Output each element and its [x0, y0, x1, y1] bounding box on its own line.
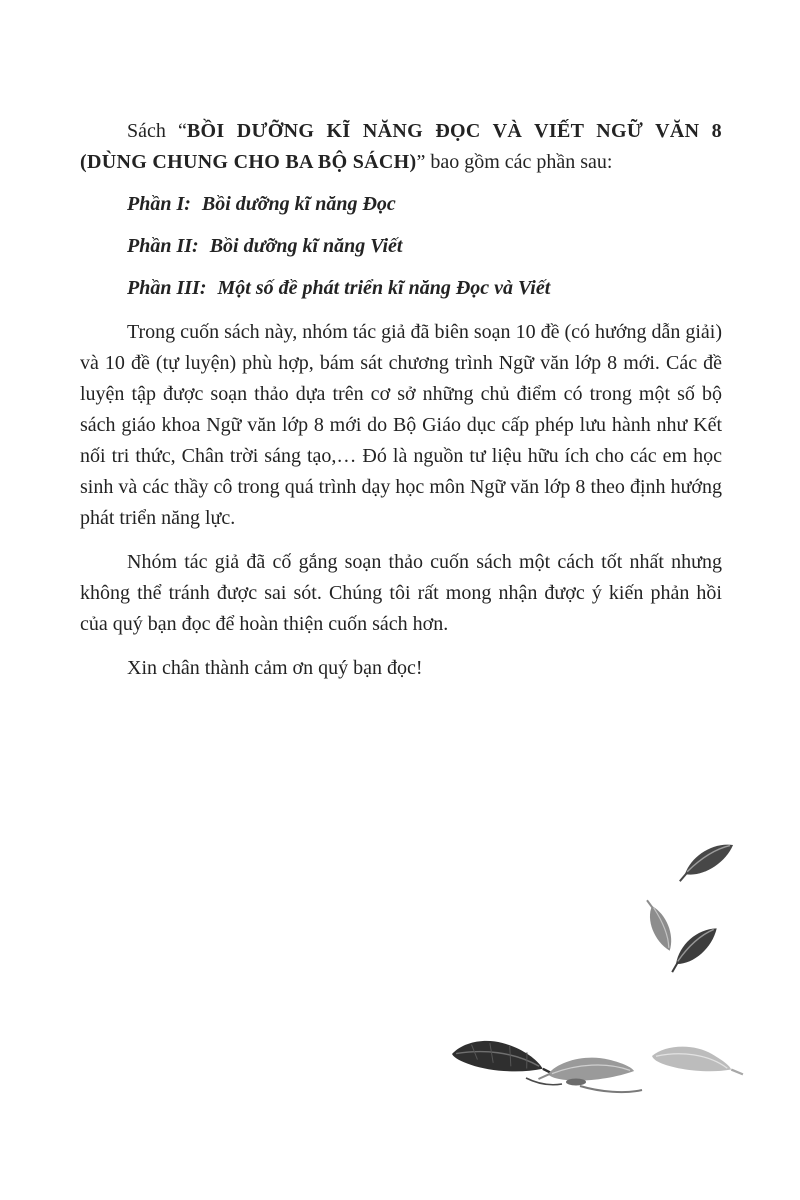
leaves-illustration — [430, 842, 760, 1102]
part-text: Bồi dưỡng kĩ năng Viết — [209, 235, 403, 257]
closing-line: Xin chân thành cảm ơn quý bạn đọc! — [127, 657, 423, 679]
leaves-decoration — [430, 842, 760, 1102]
part-text: Bồi dưỡng kĩ năng Đọc — [201, 193, 396, 215]
leaf-icon — [537, 1053, 635, 1086]
intro-paragraph — [80, 116, 722, 178]
leaf-icon — [673, 842, 738, 884]
page-content — [80, 116, 722, 684]
part-line-3 — [80, 273, 722, 304]
leaf-icon — [663, 922, 723, 975]
part-label: Phần III: — [127, 277, 207, 299]
part-line-1 — [80, 189, 722, 220]
leaf-icon — [451, 1036, 558, 1079]
leaf-icon — [643, 896, 676, 953]
intro-suffix: ” bao gồm các phần sau: — [416, 151, 613, 173]
book-title: BỒI DƯỠNG KĨ NĂNG ĐỌC VÀ VIẾT NGỮ VĂN 8 (DÙNG CHUNG CHO BA BỘ SÁCH) — [80, 120, 722, 173]
part-text: Một số đề phát triển kĩ năng Đọc và Viết — [217, 277, 551, 299]
part-line-2 — [80, 231, 722, 262]
body-paragraph-2: Nhóm tác giả đã cố gắng soạn thảo cuốn sách một cách tốt nhất nhưng không thể tránh được sai sót. Chúng tôi rất mong nhận được ý kiến phản hồi của quý bạn đọc để hoàn thiện cuốn sách hơn. — [80, 551, 722, 635]
leaf-icon — [651, 1044, 744, 1074]
twig-icon — [526, 1078, 642, 1092]
part-label: Phần II: — [127, 235, 199, 257]
body-paragraph-1: Trong cuốn sách này, nhóm tác giả đã biên soạn 10 đề (có hướng dẫn giải) và 10 đề (tự luyện) phù hợp, bám sát chương trình Ngữ văn lớp 8 mới. Các đề luyện tập được soạn thảo dựa trên cơ sở những chủ điểm có trong một số bộ sách giáo khoa Ngữ văn lớp 8 mới do Bộ Giáo dục cấp phép lưu hành như Kết nối tri thức, Chân trời sáng tạo,… Đó là nguồn tư liệu hữu ích cho các em học sinh và các thầy cô trong quá trình dạy học môn Ngữ văn lớp 8 theo định hướng phát triển năng lực. — [80, 321, 722, 529]
intro-prefix: Sách “ — [127, 120, 187, 142]
part-label: Phần I: — [127, 193, 191, 215]
